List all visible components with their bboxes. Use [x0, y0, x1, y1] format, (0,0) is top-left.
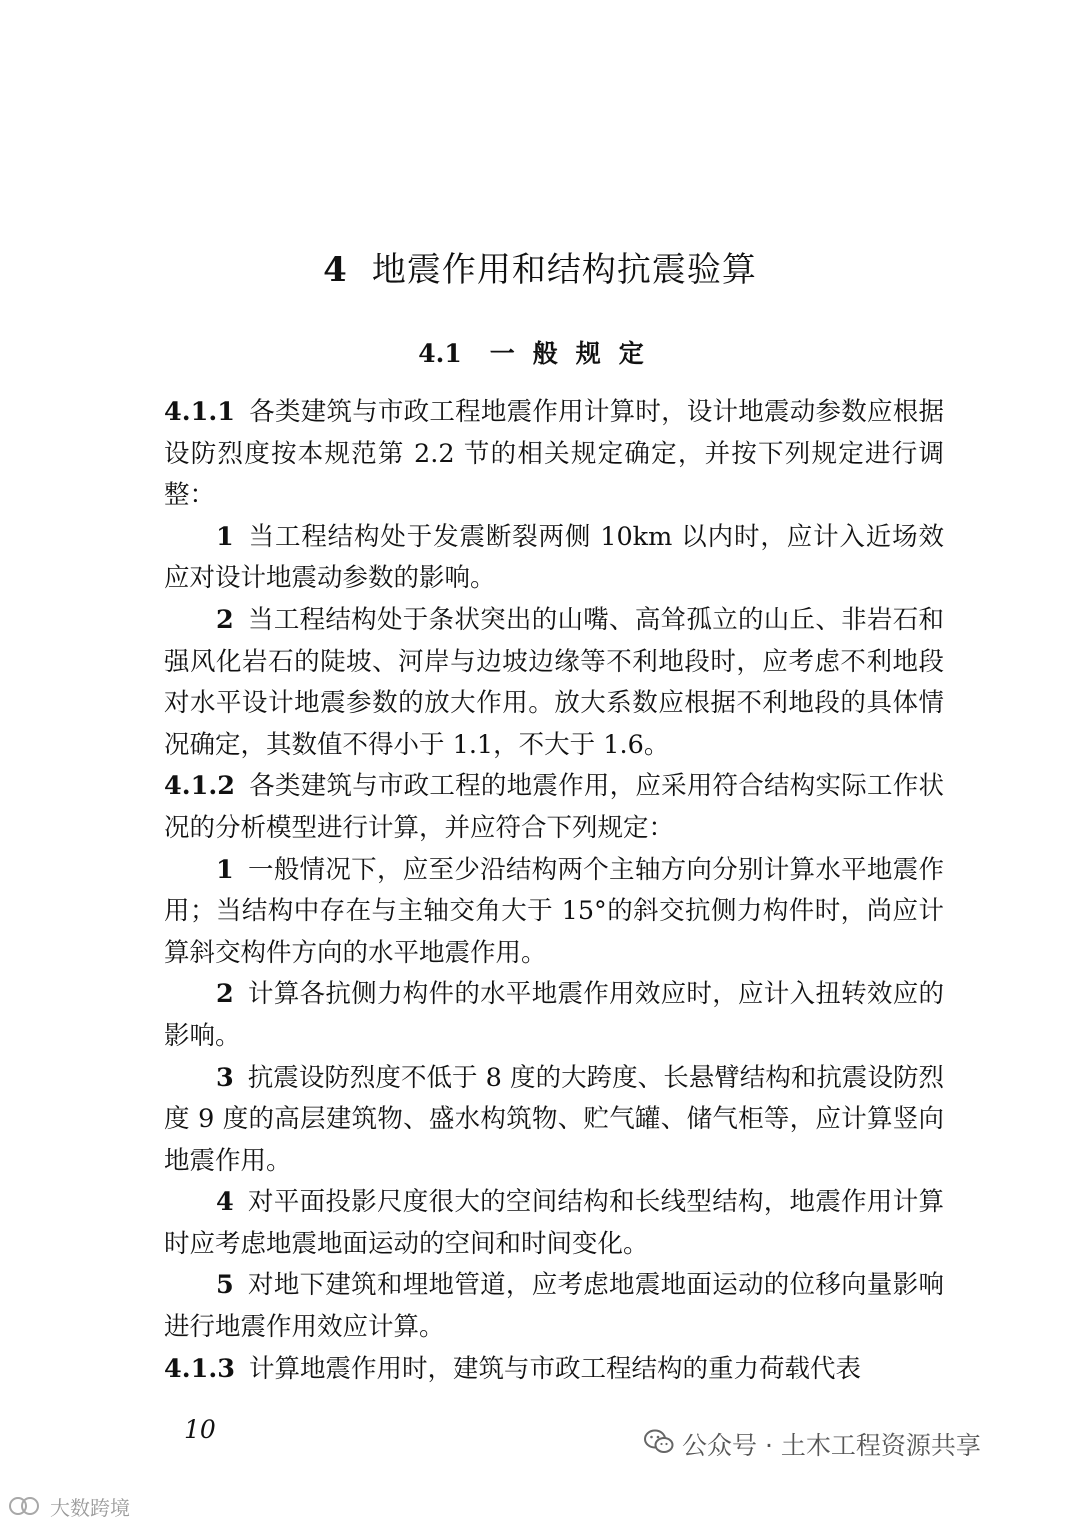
item-text: 当工程结构处于条状突出的山嘴、高耸孤立的山丘、非岩石和强风化岩石的陡坡、河岸与边坡边缘等不利地段时，应考虑不利地段对水平设计地震参数的放大作用。放大系数应根据不利地段的具体情况确定，其数值不得小于 1.1，不大于 1.6。 — [164, 604, 944, 760]
clause-4-1-2-item-4 — [164, 1182, 944, 1265]
clause-4-1-3 — [164, 1349, 944, 1391]
clause-number: 4.1.1 — [164, 397, 235, 427]
section-title-text: 一般规定 — [489, 339, 662, 368]
section-title — [0, 336, 1080, 372]
clause-number: 4.1.3 — [164, 1353, 235, 1384]
document-body — [164, 392, 944, 1390]
clause-4-1-2-item-1 — [164, 850, 944, 975]
item-number: 1 — [216, 521, 234, 552]
wechat-icon — [644, 1429, 674, 1465]
chapter-number: 4 — [323, 250, 348, 290]
clause-4-1-2-item-3 — [164, 1058, 944, 1183]
item-number: 1 — [216, 854, 234, 885]
logo-icon — [8, 1495, 42, 1524]
item-text: 对平面投影尺度很大的空间结构和长线型结构，地震作用计算时应考虑地震地面运动的空间和时间变化。 — [164, 1187, 944, 1259]
page-number: 10 — [184, 1415, 216, 1444]
clause-4-1-2-item-2 — [164, 974, 944, 1057]
section-number: 4.1 — [418, 339, 462, 368]
clause-text: 各类建筑与市政工程的地震作用，应采用符合结构实际工作状况的分析模型进行计算，并应符合下列规定： — [164, 771, 944, 843]
wechat-watermark — [644, 1428, 981, 1465]
chapter-title — [0, 248, 1080, 292]
chapter-title-text: 地震作用和结构抗震验算 — [371, 250, 757, 290]
corner-watermark-text: 大数跨境 — [50, 1496, 130, 1520]
item-number: 2 — [216, 604, 234, 635]
item-text: 当工程结构处于发震断裂两侧 10km 以内时，应计入近场效应对设计地震动参数的影响。 — [164, 521, 944, 594]
item-number: 4 — [216, 1187, 234, 1218]
item-number: 5 — [216, 1270, 234, 1301]
watermark-text: 公众号 · 土木工程资源共享 — [682, 1431, 981, 1460]
clause-text: 计算地震作用时，建筑与市政工程结构的重力荷载代表 — [248, 1353, 861, 1384]
item-text: 抗震设防烈度不低于 8 度的大跨度、长悬臂结构和抗震设防烈度 9 度的高层建筑物、盛水构筑物、贮气罐、储气柜等，应计算竖向地震作用。 — [164, 1062, 944, 1176]
item-number: 3 — [216, 1062, 234, 1093]
clause-4-1-1 — [164, 392, 944, 517]
clause-4-1-1-item-1 — [164, 517, 944, 600]
corner-watermark — [8, 1494, 130, 1524]
item-text: 计算各抗侧力构件的水平地震作用效应时，应计入扭转效应的影响。 — [164, 979, 944, 1051]
clause-text: 各类建筑与市政工程地震作用计算时，设计地震动参数应根据设防烈度按本规范第 2.2 节的相关规定确定，并按下列规定进行调整： — [164, 397, 944, 511]
clause-4-1-2 — [164, 766, 944, 849]
item-text: 对地下建筑和埋地管道，应考虑地震地面运动的位移向量影响进行地震作用效应计算。 — [164, 1270, 944, 1343]
clause-4-1-1-item-2 — [164, 600, 944, 766]
clause-4-1-2-item-5 — [164, 1265, 944, 1348]
clause-number: 4.1.2 — [164, 771, 235, 802]
item-number: 2 — [216, 979, 234, 1010]
item-text: 一般情况下，应至少沿结构两个主轴方向分别计算水平地震作用；当结构中存在与主轴交角大于 15°的斜交抗侧力构件时，尚应计算斜交构件方向的水平地震作用。 — [164, 854, 944, 968]
